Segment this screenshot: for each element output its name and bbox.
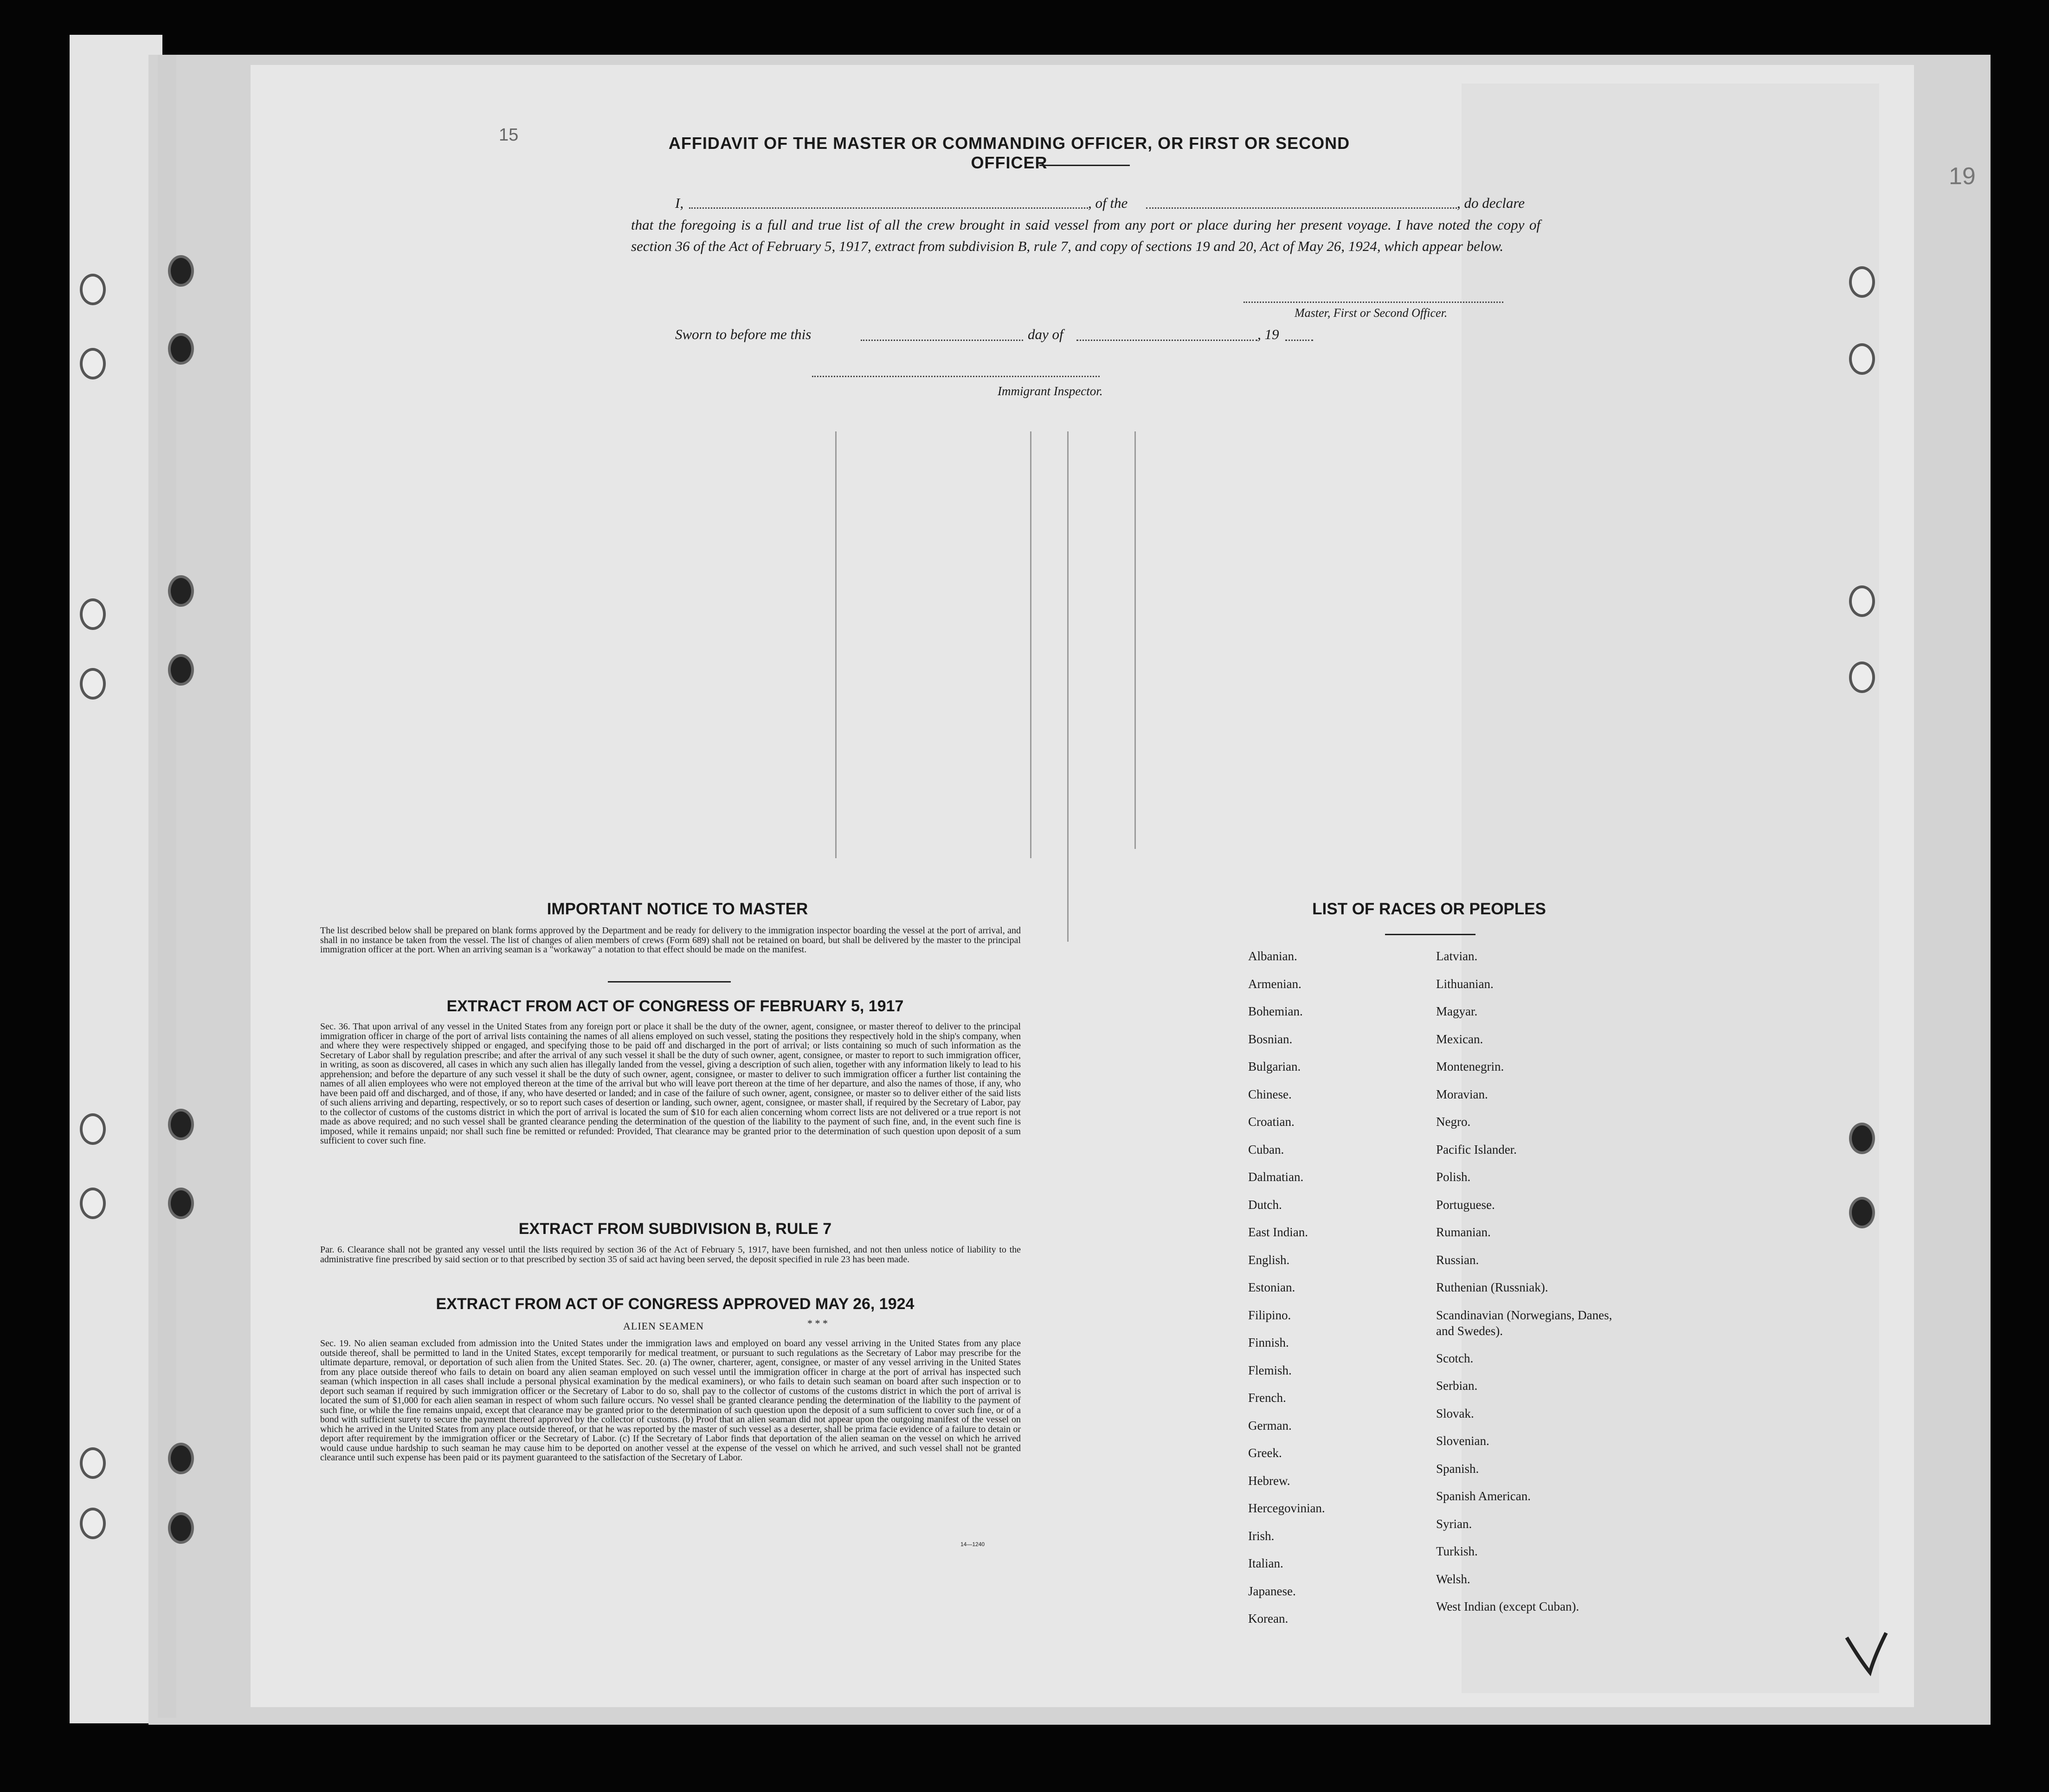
race-item: East Indian.	[1248, 1225, 1308, 1239]
race-item: Hercegovinian.	[1248, 1501, 1325, 1515]
binder-hole	[1849, 585, 1875, 617]
name-field-line[interactable]	[689, 207, 1088, 209]
inspector-label: Immigrant Inspector.	[998, 384, 1103, 398]
race-item: Bulgarian.	[1248, 1060, 1301, 1073]
race-item: Lithuanian.	[1436, 976, 1494, 991]
extract-1924-text: Sec. 19. No alien seaman excluded from admission into the United States under the immigration laws and employed on board any vessel arriving in the United States from any place outside thereof, shall be permitted to land in the United States, except temporarily for medical treatment, or pursuant to such regulations as the Secretary of Labor may prescribe for the ultimate departure, removal, or deportation of such alien from the United States. Sec. 20. (a) The owner, charterer, agent, consignee, or master of any vessel arriving in the United States from any place outside thereof who fails to detain on board any alien seaman employed on such vessel until the immigration officer in charge at the port of arrival has inspected such seaman (which inspection in all cases shall include a personal physical examination by the medical examiners), or who fails to detain such seaman on board after such inspection or to deport such seaman if required by such immigration officer or the Secretary of Labor to do so, shall pay to the collector of customs of the customs district in which the port of arrival is located the sum of $1,000 for each alien seaman in respect of whom such failure occurs. No vessel shall be granted clearance pending the determination of the liability to the payment of such fine, or while the fine remains unpaid, except that clearance may be granted prior to the determination of such question upon the deposit of a sum sufficient to cover such fine, or of a bond with sufficient surety to secure the payment thereof approved by the collector of customs. (b) Proof that an alien seaman did not appear upon the outgoing manifest of the vessel on which he arrived in the United States from any place outside thereof, or that he was reported by the master of such vessel as a deserter, shall be prima facie evidence of a failure to detain or deport after requirement by the immigration officer or the Secretary of Labor. (c) If the Secretary of Labor finds that deportation of the alien seaman on the vessel on which he arrived would cause undue hardship to such seaman he may cause him to be deported on another vessel at the expense of the vessel on which he arrived, and such vessel shall not be granted clearance until such expense has been paid or its payment guaranteed to the satisfaction of the Secretary of Labor.	[320, 1338, 1021, 1463]
race-item: Mexican.	[1436, 1032, 1483, 1046]
vessel-field-line[interactable]	[1146, 207, 1457, 209]
race-item: Italian.	[1248, 1556, 1283, 1570]
binder-hole	[1849, 343, 1875, 375]
race-item: French.	[1248, 1391, 1286, 1405]
race-item: Polish.	[1436, 1170, 1471, 1184]
affidavit-title: AFFIDAVIT OF THE MASTER OR COMMANDING OFFICER, OR FIRST OR SECOND OFFICER	[668, 134, 1350, 172]
extract-rule7-text: Par. 6. Clearance shall not be granted any vessel until the lists required by section 36 of the Act of February 5, 1917, have been furnished, and not then unless notice of liability to the administrative fine prescribed by said section or to that prescribed by section 35 of said act having been served, the deposit specified in rule 23 has been made.	[320, 1245, 1021, 1265]
races-column-1	[1248, 943, 1424, 1633]
extract-1917-title: EXTRACT FROM ACT OF CONGRESS OF FEBRUARY 5, 1917	[446, 997, 904, 1015]
race-item: Latvian.	[1436, 949, 1478, 963]
race-item: Flemish.	[1248, 1363, 1292, 1377]
bleed-through-rule	[1134, 431, 1136, 849]
race-item: Slovenian.	[1436, 1434, 1489, 1448]
bleed-through-rule	[835, 431, 837, 858]
binder-hole	[168, 255, 194, 287]
race-item: Hebrew.	[1248, 1473, 1290, 1488]
binder-hole	[1849, 266, 1875, 298]
page-mark: 15	[499, 125, 519, 145]
race-item: Pacific Islander.	[1436, 1142, 1517, 1156]
extract-rule7-title: EXTRACT FROM SUBDIVISION B, RULE 7	[518, 1220, 832, 1238]
races-column-2	[1436, 943, 1631, 1621]
race-item: English.	[1248, 1252, 1290, 1267]
binder-hole	[168, 1109, 194, 1140]
divider	[1385, 934, 1476, 935]
inspector-signature-line[interactable]	[812, 376, 1100, 377]
race-item: German.	[1248, 1418, 1292, 1432]
notice-text: The list described below shall be prepared on blank forms approved by the Department and be ready for delivery to the immigration inspector boarding the vessel at the port of arrival, and shall in no instance be taken from the vessel. The list of changes of alien members of crews (Form 689) shall not be retained on board, but shall be delivered by the master to the principal immigration officer at the port. When an arriving seaman is a "workaway" a notation to that effect should be made on the manifest.	[320, 925, 1021, 955]
race-item: Cuban.	[1248, 1142, 1284, 1156]
affidavit-declare-label: , do declare	[1457, 195, 1525, 211]
binder-hole	[168, 333, 194, 365]
race-item: Scandinavian (Norwegians, Danes, and Swedes).	[1436, 1308, 1612, 1338]
extract-1917-text: Sec. 36. That upon arrival of any vessel in the United States from any foreign port or place it shall be the duty of the owner, agent, consignee, or master thereof to deliver to the principal immigration officer in charge of the port of arrival lists containing the names of all aliens employed on such vessel, stating the positions they respectively hold in the ship's company, when and where they were respectively shipped or engaged, and specifying those to be paid off and discharged in the port of arrival; or lists containing so much of such information as the Secretary of Labor shall by regulation prescribe; and after the arrival of any such vessel it shall be the duty of such owner, agent, consignee, or master to report to such immigration officer, in writing, as soon as discovered, all cases in which any such alien has illegally landed from the vessel, giving a description of such alien, together with any information likely to lead to his apprehension; and before the departure of any such vessel it shall be the duty of such owner, agent, consignee, or master to deliver to such immigration officer a further list containing the names of all alien employees who were not employed thereon at the time of the arrival but who will leave port thereon at the time of her departure, and also the names of those, if any, who have been paid off and discharged, and of those, if any, who have deserted or landed; and in case of the failure of such owner, agent, consignee, or master so to deliver either of the said lists of such aliens arriving and departing, respectively, or so to report such cases of desertion or landing, such owner, agent, consignee, or master shall, if required by the Secretary of Labor, pay to the collector of customs of the customs district in which the port of arrival is located the sum of $10 for each alien concerning whom correct lists are not delivered or a true report is not made as above required; and no such vessel shall be granted clearance pending the determination of the question of the liability to the payment of such fine, and, in the event such fine is imposed, while it remains unpaid; nor shall such fine be remitted or refunded: Provided, That clearance may be granted prior to the determination of such question upon deposit of a sum sufficient to cover such fine.	[320, 1021, 1021, 1146]
binder-hole	[80, 1113, 106, 1145]
binder-hole	[168, 575, 194, 607]
sworn-year-line[interactable]	[1285, 340, 1313, 341]
race-item: Dalmatian.	[1248, 1170, 1304, 1184]
race-item: Spanish.	[1436, 1461, 1479, 1476]
sworn-label: Sworn to before me this	[675, 326, 812, 342]
page-mark: 19	[1949, 163, 1976, 190]
race-item: Greek.	[1248, 1446, 1282, 1460]
race-item: Portuguese.	[1436, 1197, 1495, 1212]
binder-hole	[80, 348, 106, 379]
affidavit-i-label: I,	[675, 195, 684, 211]
bleed-through-rule	[1030, 431, 1031, 858]
affidavit-body: that the foregoing is a full and true list of all the crew brought in said vessel from any port or place during her present voyage. I have noted the copy of section 36 of the Act of February 5, 1917, extract from subdivision B, rule 7, and copy of sections 19 and 20, Act of May 26, 1924, which appear below.	[631, 217, 1540, 254]
race-item: Moravian.	[1436, 1087, 1488, 1101]
race-item: Dutch.	[1248, 1197, 1282, 1212]
race-item: Magyar.	[1436, 1004, 1478, 1018]
binder-hole	[80, 1447, 106, 1479]
race-item: Armenian.	[1248, 976, 1302, 991]
race-item: Welsh.	[1436, 1572, 1470, 1586]
race-item: Croatian.	[1248, 1115, 1295, 1129]
race-item: Bosnian.	[1248, 1032, 1293, 1046]
binder-hole	[80, 274, 106, 305]
binder-hole	[80, 1508, 106, 1539]
race-item: Irish.	[1248, 1529, 1275, 1543]
race-item: Japanese.	[1248, 1584, 1296, 1598]
form-number: 14—1240	[960, 1541, 985, 1548]
race-item: Estonian.	[1248, 1280, 1295, 1294]
sworn-day-line[interactable]	[861, 340, 1023, 341]
race-item: West Indian (except Cuban).	[1436, 1599, 1579, 1613]
binder-hole	[168, 1512, 194, 1544]
binder-hole	[1849, 1123, 1875, 1154]
binder-hole	[168, 1188, 194, 1219]
race-item: Chinese.	[1248, 1087, 1292, 1101]
races-title: LIST OF RACES OR PEOPLES	[1312, 900, 1546, 918]
divider	[608, 981, 731, 983]
race-item: Montenegrin.	[1436, 1060, 1504, 1073]
check-mark-icon	[1842, 1628, 1898, 1679]
race-item: Serbian.	[1436, 1379, 1478, 1393]
binder-hole	[80, 668, 106, 700]
binder-hole	[168, 1443, 194, 1474]
signature-line[interactable]	[1244, 302, 1503, 303]
year-label: , 19	[1257, 326, 1279, 342]
race-item: Russian.	[1436, 1252, 1479, 1267]
race-item: Korean.	[1248, 1612, 1289, 1625]
binder-hole	[1849, 662, 1875, 693]
extract-1924-title: EXTRACT FROM ACT OF CONGRESS APPROVED MAY 26, 1924	[436, 1295, 915, 1313]
signature-label: Master, First or Second Officer.	[1295, 306, 1448, 320]
race-item: Turkish.	[1436, 1544, 1478, 1558]
day-of-label: day of	[1028, 326, 1063, 342]
race-item: Bohemian.	[1248, 1004, 1303, 1018]
divider	[1039, 165, 1130, 166]
race-item: Finnish.	[1248, 1336, 1289, 1349]
race-item: Scotch.	[1436, 1351, 1474, 1365]
race-item: Spanish American.	[1436, 1489, 1531, 1503]
binder-hole	[80, 1188, 106, 1219]
race-item: Slovak.	[1436, 1406, 1474, 1420]
notice-title: IMPORTANT NOTICE TO MASTER	[547, 900, 808, 918]
bleed-through-rule	[1067, 431, 1069, 942]
race-item: Albanian.	[1248, 949, 1297, 963]
extract-1924-stars: * * *	[807, 1317, 828, 1329]
extract-1924-subtitle: ALIEN SEAMEN	[623, 1320, 704, 1332]
binder-hole	[1849, 1197, 1875, 1228]
race-item: Syrian.	[1436, 1516, 1472, 1531]
binder-hole	[80, 598, 106, 630]
race-item: Ruthenian (Russniak).	[1436, 1280, 1548, 1294]
binder-hole	[168, 654, 194, 686]
race-item: Rumanian.	[1436, 1225, 1491, 1239]
sworn-month-line[interactable]	[1076, 340, 1257, 341]
affidavit-of-the-label: , of the	[1088, 195, 1128, 211]
race-item: Filipino.	[1248, 1308, 1291, 1322]
race-item: Negro.	[1436, 1115, 1471, 1129]
